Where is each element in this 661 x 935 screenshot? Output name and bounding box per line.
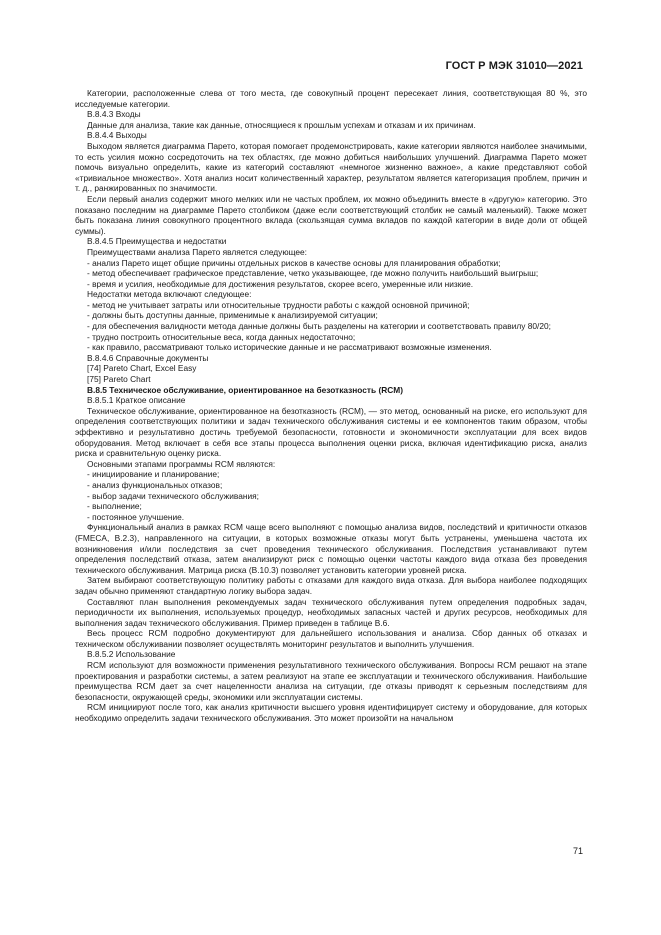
paragraph: B.8.5.1 Краткое описание: [87, 395, 186, 406]
paragraph: B.8.4.6 Справочные документы: [87, 352, 209, 363]
paragraph: - выполнение;: [87, 501, 142, 512]
paragraph: - для обеспечения валидности метода данные должны быть разделены на категории и соответствовать правилу 80/20;: [87, 321, 551, 332]
paragraph: - инициирование и планирование;: [87, 469, 220, 480]
paragraph: Если первый анализ содержит много мелких или не частых проблем, их можно объединить вместе в «другую» категорию. Это показано последним на диаграмме Парето столбиком (даже если соответствующий столбик не самый маленький). Также может быть показана линия совокупного процентного вклада (скользящая сумма вкладов по каждой категории в виде доли от общей суммы).: [75, 193, 587, 236]
paragraph: B.8.4.5 Преимущества и недостатки: [87, 236, 227, 247]
paragraph: Техническое обслуживание, ориентированное на безотказность (RCM), — это метод, основанный на риске, его используют для определения соответствующих политики и задач технического обслуживания системы и ее компонентов таким образом, чтобы эффективно и результативно достичь требуемой безопасности, готовности и экономичности эксплуатации для всех видов оборудования. Метод включает в себя все этапы процесса выполнения оценки риска, включая идентификацию риска, анализ риска и сравнительную оценку риска.: [75, 405, 587, 459]
paragraph: - анализ Парето ищет общие причины отдельных рисков в качестве основы для планирования обработки;: [87, 257, 501, 268]
paragraph: Составляют план выполнения рекомендуемых задач технического обслуживания путем определения подробных задач, периодичности их выполнения, используемых процедур, необходимых запасных частей и других ресурсов, необходимых для выполнения задач технического обслуживания. Пример приведен в таблице B.6.: [75, 596, 587, 628]
paragraph: RCM используют для возможности применения результативного технического обслуживания. Вопросы RCM решают на этапе проектирования и разработки системы, а затем реализуют на этапе ее эксплуатации и технического обслуживания. Наибольшие преимущества RCM дает за счет нацеленности анализа на ситуации, где отказы приводят к серьезным последствиям для безопасности, окружающей среды, экономики или эксплуатации системы.: [75, 660, 587, 702]
paragraph: - должны быть доступны данные, применимые к анализируемой ситуации;: [87, 310, 378, 321]
paragraph: B.8.5.2 Использование: [87, 649, 176, 660]
paragraph: Категории, расположенные слева от того места, где совокупный процент пересекает линия, соответствующая 80 %, это исследуемые категории.: [75, 88, 587, 109]
paragraph: [75] Pareto Chart: [87, 374, 151, 385]
paragraph: [74] Pareto Chart, Excel Easy: [87, 363, 197, 374]
page-number: 71: [572, 846, 583, 856]
paragraph: - метод не учитывает затраты или относительные трудности работы с каждой основной причиной;: [87, 299, 470, 310]
paragraph: - постоянное улучшение.: [87, 511, 185, 522]
paragraph: - метод обеспечивает графическое представление, четко указывающее, где можно получить наибольший выигрыш;: [87, 268, 539, 279]
document-header: ГОСТ Р МЭК 31010—2021: [445, 60, 583, 72]
paragraph: Функциональный анализ в рамках RCM чаще всего выполняют с помощью анализа видов, последствий и критичности отказов (FMECA, B.2.3), направленного на ситуации, в которых возможные отказы могут быть устранены, уменьшена частота их возникновения и/или последствия за счет проведения технического обслуживания. Последствия устанавливают путем определения последствий отказа, затем анализируют риск с помощью оценки частоты каждого вида отказа без проведения технического обслуживания. Матрица риска (B.10.3) позволяет установить категории уровней риска.: [75, 522, 587, 575]
paragraph: Преимуществами анализа Парето является следующее:: [87, 246, 307, 257]
paragraph: - время и усилия, необходимые для достижения результатов, скорее всего, умеренные или низкие.: [87, 278, 474, 289]
paragraph: Недостатки метода включают следующее:: [87, 289, 252, 300]
paragraph: Данные для анализа, такие как данные, относящиеся к прошлым успехам и отказам и их причинам.: [87, 119, 476, 130]
paragraph: Выходом является диаграмма Парето, которая помогает продемонстрировать, какие категории являются наиболее значимыми, то есть усилия можно сосредоточить на тех областях, где можно добиться наибольших улучшений. Диаграмма Парето может помочь визуально определить, какие из категорий составляют «немногое жизненно важное», а какие представляют собой «тривиальное множество». Хотя анализ носит количественный характер, результатом является категоризация проблем, причин и т. д., ранжированных по значимости.: [75, 140, 587, 194]
paragraph: - анализ функциональных отказов;: [87, 479, 223, 490]
paragraph: Весь процесс RCM подробно документируют для дальнейшего использования и анализа. Сбор данных об отказах и техническом обслуживании позволяет осуществлять мониторинг результатов и выполнить улучшения.: [75, 628, 587, 649]
document-body: [75, 88, 587, 724]
paragraph: Затем выбирают соответствующую политику работы с отказами для каждого вида отказа. Для выбора наиболее подходящих задач обычно применяют стандартную логику выбора задач.: [75, 575, 587, 596]
paragraph: - выбор задачи технического обслуживания;: [87, 490, 259, 501]
paragraph: RCM инициируют после того, как анализ критичности высшего уровня идентифицирует систему и оборудование, для которых необходимо определить задачи технического обслуживания. Это может произойти на начальном: [75, 702, 587, 724]
paragraph: B.8.4.3 Входы: [87, 109, 141, 120]
paragraph: - как правило, рассматривают только исторические данные и не рассматривают возможные изменения.: [87, 342, 492, 353]
paragraph: - трудно построить относительные веса, когда данных недостаточно;: [87, 331, 356, 342]
paragraph: B.8.4.4 Выходы: [87, 130, 147, 141]
section-heading: B.8.5 Техническое обслуживание, ориентированное на безотказность (RCM): [87, 384, 404, 395]
paragraph: Основными этапами программы RCM являются:: [87, 458, 276, 469]
